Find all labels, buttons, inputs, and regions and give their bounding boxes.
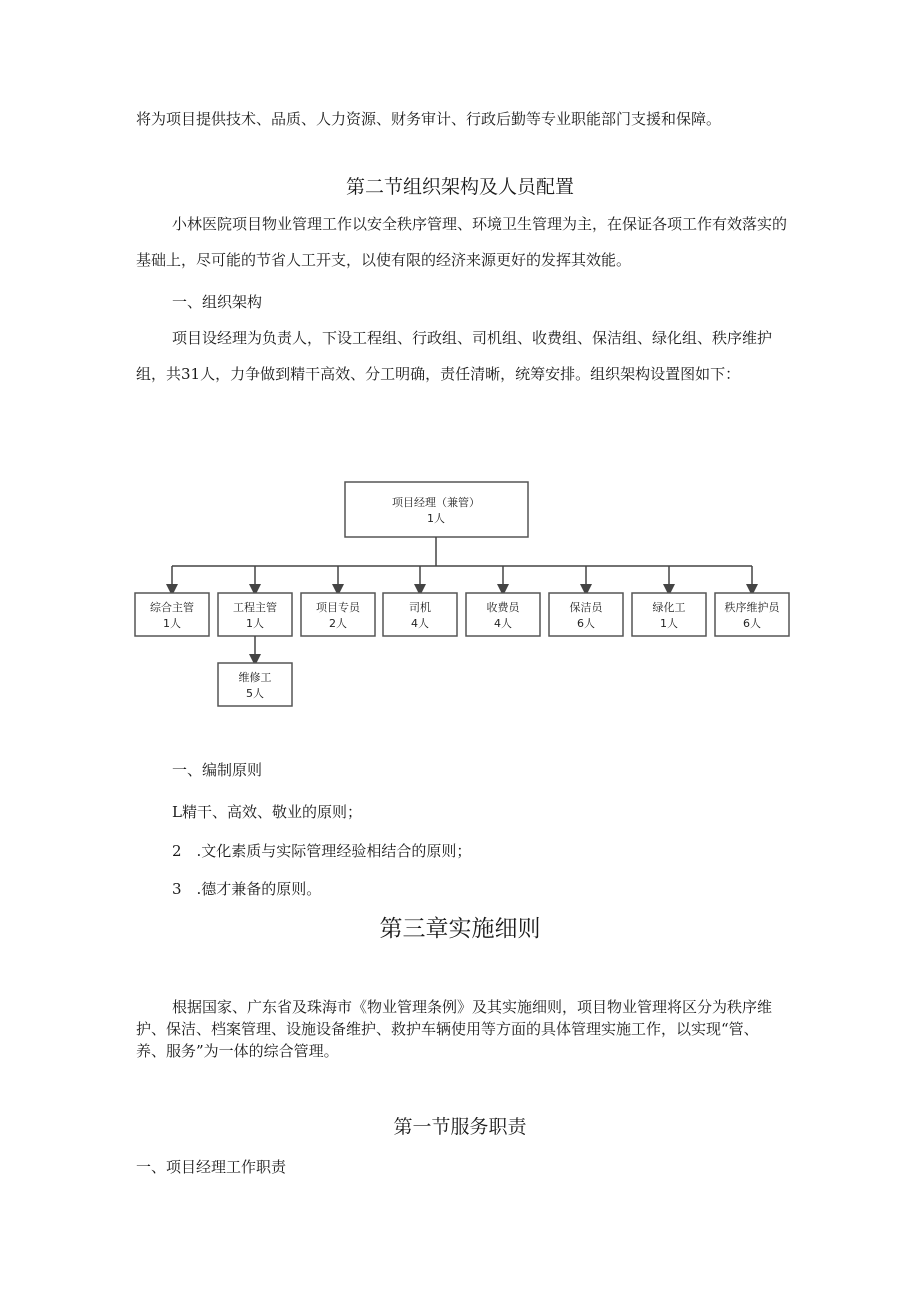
org-child-node [135,593,209,636]
org-root-node [345,482,528,537]
org-child-name: 保洁员 [569,601,603,614]
section2-title: 第二节组织架构及人员配置 [345,176,574,198]
org-child-name: 秩序维护员 [724,601,780,614]
chapter3-paragraph: 根据国家、广东省及珠海市《物业管理条例》及其实施细则，项目物业管理将区分为秩序维护、保洁、档案管理、设施设备维护、救护车辆使用等方面的具体管理实施工作，以实现“管、养、服务”为一体的综合管理。 [136,998,773,1060]
principle-item-3: 3 .德才兼备的原则。 [172,880,322,898]
org-child-name: 综合主管 [150,601,194,614]
org-root-name: 项目经理（兼管） [392,496,480,509]
org-child-count: 1人 [163,617,181,630]
section2-paragraph-2: 项目设经理为负责人，下设工程组、行政组、司机组、收费组、保洁组、绿化组、秩序维护组，共31人，力争做到精干高效、分工明确，责任清晰，统筹安排。组织架构设置图如下： [136,329,773,383]
org-child-name: 司机 [409,601,431,614]
org-root-count: 1人 [427,512,445,525]
principle-item-2: 2 .文化素质与实际管理经验相结合的原则； [172,842,472,860]
org-child-name: 收费员 [486,601,520,614]
section2-paragraph-1: 小林医院项目物业管理工作以安全秩序管理、环境卫生管理为主，在保证各项工作有效落实的基础上，尽可能的节省人工开支，以使有限的经济来源更好的发挥其效能。 [136,215,788,269]
org-child-name: 绿化工 [652,601,686,614]
org-sub-node-repair [218,663,292,706]
principles-title: 一、编制原则 [172,761,263,779]
org-child-count: 6人 [577,617,595,630]
org-child-node [218,593,292,636]
org-child-name: 项目专员 [316,601,360,614]
org-sub-name: 维修工 [238,671,272,684]
section2-subheading-org: 一、组织架构 [172,293,263,311]
org-child-node [549,593,623,636]
org-child-count: 4人 [494,617,512,630]
intro-tail-paragraph: 将为项目提供技术、品质、人力资源、财务审计、行政后勤等专业职能部门支援和保障。 [136,110,722,128]
org-child-count: 6人 [743,617,761,630]
org-child-node [466,593,540,636]
section1-subheading: 一、项目经理工作职责 [136,1158,287,1176]
org-child-node [383,593,457,636]
org-chart [0,470,920,730]
org-child-node [632,593,706,636]
org-child-count: 1人 [246,617,264,630]
section1-title: 第一节服务职责 [393,1116,527,1138]
org-child-count: 2人 [329,617,347,630]
org-child-node [301,593,375,636]
org-child-count: 1人 [660,617,678,630]
org-child-node [715,593,789,636]
org-child-count: 4人 [411,617,429,630]
chapter3-title: 第三章实施细则 [379,916,541,942]
org-sub-count: 5人 [246,687,264,700]
principle-item-1: L精干、高效、敬业的原则； [172,803,362,821]
org-child-name: 工程主管 [233,601,277,614]
